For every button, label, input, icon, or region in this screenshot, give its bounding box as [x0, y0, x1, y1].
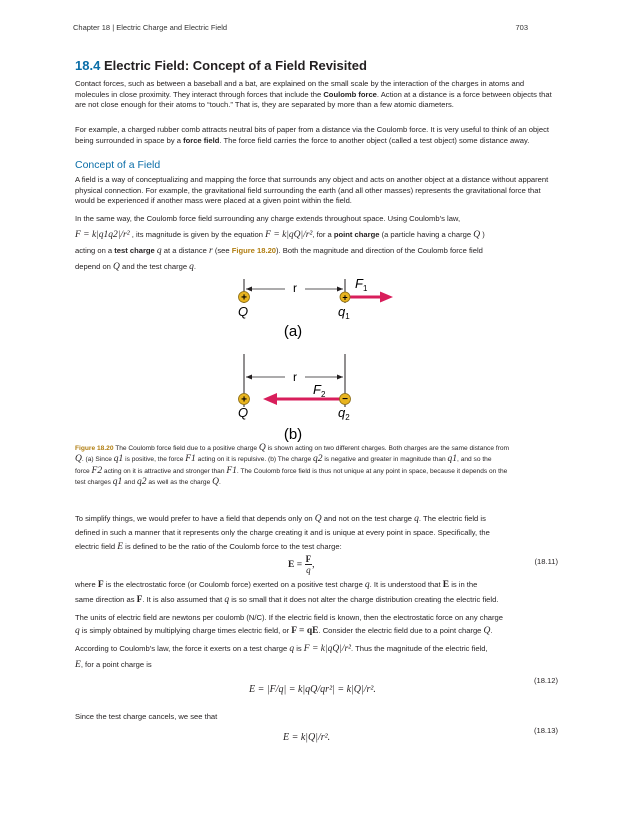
plus-sign: + [241, 292, 247, 304]
var-Q: Q [483, 626, 491, 636]
force-arrowhead-f1 [380, 292, 393, 303]
var-q: q [224, 594, 230, 605]
equation-number: (18.12) [533, 676, 558, 685]
plus-sign: + [342, 292, 348, 303]
text: (see [214, 246, 232, 255]
section-heading [75, 58, 367, 73]
text: is positive, the force [125, 456, 184, 464]
text: at a distance [163, 246, 207, 255]
equation-18-11 [288, 554, 315, 575]
distance-label: r [293, 281, 297, 295]
text: Contact forces, such as between a baseball and a bat, are explained on the small scale by the interaction of the charges in atoms and molecules in close proximity. They interact through forces that include the [75, 79, 525, 99]
text: is the electrostatic force (or Coulomb force) exerted on a positive test charge [105, 580, 363, 589]
coulomb-law-formula: F = k|q1q2|/r² [75, 230, 130, 240]
text: is [296, 644, 302, 653]
text: force [75, 467, 90, 475]
label-Q: Q [238, 304, 249, 319]
paragraph-contact-forces [75, 79, 559, 111]
var: F1 [226, 465, 237, 476]
figure-caption [75, 443, 559, 489]
force-label-f1 [355, 276, 368, 293]
label-q2 [338, 405, 350, 422]
text: ) [482, 230, 485, 239]
force-label-f2 [313, 382, 326, 399]
paragraph-force-direction [75, 578, 559, 607]
text: To simplify things, we would prefer to have a field that depends only on [75, 514, 313, 523]
var-E: E [442, 580, 450, 590]
text: For example, a charged rubber comb attracts neutral bits of paper from a distance via the Coulomb force. It is very useful to think of an object being surrounded in space by a [75, 125, 550, 145]
text: In the same way, the Coulomb force field surrounding any charge extends throughout space. Using Coulomb’s law, [75, 214, 461, 223]
text: (a particle having a charge [379, 230, 472, 239]
force-symbol: F [313, 382, 321, 397]
paragraph-point-charge-field [75, 641, 559, 673]
label-Q: Q [238, 405, 249, 420]
var-q: q [289, 644, 295, 654]
equation-18-13: E = k|Q|/r². [283, 732, 331, 743]
var-r: r [208, 246, 213, 256]
text: and [124, 479, 136, 487]
text: ). Both the magnitude and direction of the Coulomb force field [276, 246, 483, 255]
text: is in the [451, 580, 478, 589]
text: is simply obtained by multiplying charge times electric field, or [81, 626, 290, 635]
force-formula: F = qE [291, 626, 319, 636]
text: same direction as [75, 594, 135, 604]
var: q1 [447, 454, 458, 465]
numerator: F [305, 554, 312, 564]
equation-number: (18.13) [533, 726, 558, 735]
var-q: q [156, 246, 162, 256]
var-Q: Q [473, 230, 481, 240]
paragraph-electric-field-definition [75, 512, 559, 554]
chapter-title: Chapter 18 | Electric Charge and Electric Field [73, 23, 228, 32]
force-subscript: 1 [362, 284, 368, 293]
text: depend on [75, 262, 111, 271]
text: acting on it is repulsive. (b) The charge [197, 456, 312, 464]
distance-arrowhead-left [246, 287, 252, 292]
text: is defined to be the ratio of the Coulomb force to the test charge: [125, 542, 342, 551]
plus-sign: + [241, 394, 247, 406]
q-symbol: q [338, 405, 346, 420]
text: , for a [312, 230, 334, 239]
text: is negative and greater in magnitude than [324, 456, 446, 464]
text: . It is understood that [369, 580, 441, 589]
var-q: q [75, 626, 80, 636]
text: . Consider the electric field due to a point charge [318, 626, 482, 635]
force-arrowhead-f2 [263, 393, 277, 405]
coulomb-formula: F = k|qQ|/r² [303, 644, 351, 654]
paragraph-test-charge-cancels: Since the test charge cancels, we see that [75, 712, 218, 721]
text: The units of electric field are newtons per coulomb (N/C). If the electric field is known, then the electrostatic force on any charge [75, 613, 503, 622]
text: . The Coulomb force field is thus not unique at any point in space, because it depends on the [236, 467, 508, 475]
distance-label: r [293, 370, 297, 384]
text: . The electric field is [418, 514, 486, 523]
term-coulomb-force: Coulomb force [323, 89, 377, 99]
text: The Coulomb force field due to a positive charge [113, 445, 258, 452]
text: and not on the test charge [323, 514, 413, 523]
text: . Action at a distance is a force between objects that are not close enough for their atoms to “touch.” That is, they are separated by more than a few atomic diameters. [75, 89, 552, 110]
distance-arrowhead-left [246, 375, 252, 380]
var-F: F [136, 594, 143, 605]
equation-18-12: E = |F/q| = k|qQ/qr²| = k|Q|/r². [249, 684, 376, 695]
subsection-heading: Concept of a Field [75, 159, 161, 171]
text: . (a) Since [81, 456, 112, 464]
text: and the test charge [122, 262, 188, 271]
text: , its magnitude is given by the equation [131, 230, 264, 239]
text: . [490, 626, 493, 635]
term-test-charge: test charge [114, 246, 155, 255]
var: q2 [136, 477, 147, 488]
text: , for a point charge is [80, 660, 152, 669]
text: . [218, 479, 221, 487]
paragraph-force-field [75, 125, 559, 146]
text: According to Coulomb’s law, the force it exerts on a test charge [75, 644, 288, 653]
panel-a-label: (a) [283, 323, 303, 340]
text: electric field [75, 542, 116, 551]
paragraph-units [75, 611, 559, 638]
panel-a [238, 276, 393, 340]
text: . The force field carries the force to another object (called a test object) some distance away. [219, 135, 530, 145]
text: , and so the [457, 456, 492, 464]
text: defined in such a manner that it represents only the charge creating it and is unique at every point in space. Specifically, the [75, 528, 490, 537]
running-header [73, 23, 528, 32]
var-F: F [97, 580, 104, 590]
caption-label: Figure 18.20 [75, 445, 114, 452]
var: q2 [313, 454, 323, 465]
distance-arrowhead-right [337, 287, 343, 292]
paragraph-field-concept: A field is a way of conceptualizing and mapping the force that surrounds any object and acts on another object at a distance without apparent physical connection. For example, the gravitational field surrounding the earth (and all other masses) represents the gravitational force that would be experienced if another mass were placed at a given point within the field. [75, 175, 549, 206]
equation-number: (18.11) [534, 557, 558, 566]
var-E: E [75, 660, 81, 670]
minus-sign: − [342, 394, 348, 405]
text: test charges [75, 479, 111, 487]
term-point-charge: point charge [333, 230, 380, 239]
point-charge-formula: F = k|qQ|/r² [265, 230, 313, 240]
section-title: Electric Field: Concept of a Field Revisited [103, 58, 367, 73]
q-symbol: q [338, 304, 346, 319]
text: where [75, 580, 96, 589]
figure-coulomb-field [225, 273, 405, 443]
var: q1 [113, 454, 124, 465]
var: F2 [91, 465, 103, 476]
var-q: q [364, 580, 370, 590]
var-E: E [117, 542, 124, 552]
q-subscript: 1 [345, 312, 350, 321]
q-subscript: 2 [345, 413, 350, 422]
var-Q: Q [314, 514, 322, 524]
page-number: 703 [515, 23, 528, 32]
section-number: 18.4 [75, 58, 101, 73]
text: is shown acting on two different charges. Both charges are the same distance from [267, 445, 510, 452]
eq-lhs: E = [288, 559, 303, 570]
var: Q [212, 477, 219, 488]
paragraph-coulomb-field [75, 211, 559, 275]
var: Q [75, 454, 82, 465]
var: q1 [112, 477, 123, 488]
denominator: q [306, 565, 311, 575]
text: is so small that it does not alter the charge distribution creating the electric field. [231, 594, 499, 604]
text: . [193, 262, 197, 271]
text: . Thus the magnitude of the electric field, [351, 644, 488, 653]
var: Q [258, 443, 266, 453]
fraction [305, 554, 313, 575]
text: . It is also assumed that [142, 594, 223, 604]
text: acting on a [75, 246, 115, 255]
var-Q: Q [113, 262, 120, 272]
text: acting on it is attractive and stronger than [103, 467, 225, 475]
var-q: q [414, 514, 419, 524]
var-q: q [189, 262, 194, 272]
text: as well as the charge [148, 479, 211, 487]
panel-b-label: (b) [283, 426, 303, 443]
figure-link[interactable]: Figure 18.20 [231, 246, 277, 255]
var: F1 [185, 454, 196, 465]
panel-b [238, 354, 351, 443]
label-q1 [338, 304, 350, 321]
force-subscript: 2 [320, 390, 326, 399]
eq-tail: , [312, 558, 315, 570]
distance-arrowhead-right [337, 375, 343, 380]
force-symbol: F [355, 276, 363, 291]
term-force-field: force field [183, 135, 220, 145]
